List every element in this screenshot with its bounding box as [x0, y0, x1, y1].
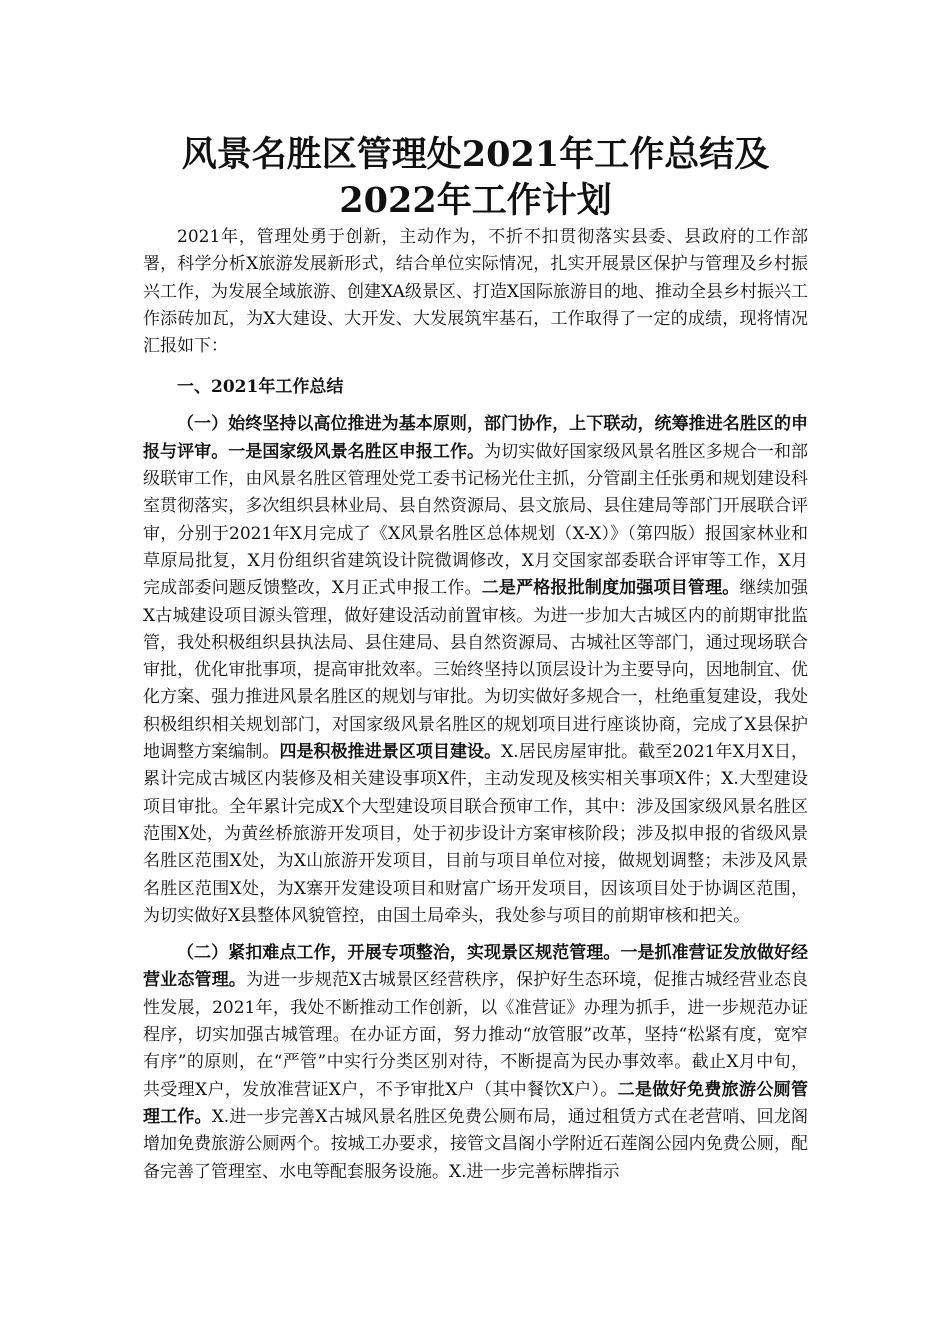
document-title: 风景名胜区管理处2021年工作总结及2022年工作计划 [181, 134, 770, 221]
paragraph-1-text-2: 继续加强X古城建设项目源头管理，做好建设活动前置审核。为进一步加大古城区内的前期审批监管，我处积极组织县执法局、县住建局、县自然资源局、古城社区等部门，通过现场联合审批，优化审批事项，提高审批效率。三始终坚持以顶层设计为主要导向，因地制宜、优化方案、强力推进风景名胜区的规划与审批。为切实做好多规合一，杜绝重复建设，我处积极组织相关规划部门，对国家级风景名胜区的规划项目进行座谈协商，完成了X县保护地调整方案编制。 [143, 578, 809, 763]
paragraph-2 [143, 940, 808, 1186]
paragraph-1 [143, 411, 808, 930]
document-page [143, 132, 808, 1186]
paragraph-2-bold-2: 二是做好免费旅游公厕管理工作。 [143, 1079, 808, 1127]
paragraph-2-lead: （二）紧扣难点工作，开展专项整治，实现景区规范管理。一是抓准营证发放做好经营业态管理。 [143, 943, 808, 991]
paragraph-1-bold-2: 二是严格报批制度加强项目管理。 [481, 578, 740, 599]
paragraph-1-bold-3: 四是积极推进景区项目建设。 [279, 742, 502, 763]
paragraph-2-text-2: X.进一步完善X古城风景名胜区免费公厕布局，通过租赁方式在老营哨、回龙阁增加免费旅游公厕两个。按城工办要求，接管文昌阁小学附近石莲阁公园内免费公厕，配备完善了管理室、水电等配套服务设施。X.进一步完善标牌指示 [143, 1106, 809, 1182]
paragraph-2-text-1: 为进一步规范X古城景区经营秩序，保护好生态环境，促推古城经营业态良性发展，2021年，我处不断推动工作创新，以《准营证》办理为抓手，进一步规范办证程序，切实加强古城管理。在办证方面，努力推动“放管服”改革，坚持“松紧有度，宽窄有序”的原则，在“严管”中实行分类区别对待，不断提高为民办事效率。截止X月中旬，共受理X户，发放准营证X户，不予审批X户（其中餐饮X户）。 [143, 970, 808, 1100]
intro-paragraph: 2021年，管理处勇于创新，主动作为，不折不扣贯彻落实县委、县政府的工作部署，科学分析X旅游发展新形式，结合单位实际情况，扎实开展景区保护与管理及乡村振兴工作，为发展全域旅游、创建XA级景区、打造X国际旅游目的地、推动全县乡村振兴工作添砖加瓦，为X大建设、大开发、大发展筑牢基石，工作取得了一定的成绩，现将情况汇报如下： [143, 227, 808, 357]
section-heading: 一、2021年工作总结 [177, 377, 344, 398]
paragraph-1-text-3: X.居民房屋审批。截至2021年X月X日，累计完成古城区内装修及相关建设事项X件，主动发现及核实相关事项X件；X.大型建设项目审批。全年累计完成X个大型建设项目联合预审工作，其中：涉及国家级风景名胜区范围X处，为黄丝桥旅游开发项目，处于初步设计方案审核阶段；涉及拟申报的省级风景名胜区范围X处，为X山旅游开发项目，目前与项目单位对接，做规划调整；未涉及风景名胜区范围X处，为X寨开发建设项目和财富广场开发项目，因该项目处于协调区范围，为切实做好X县整体风貌管控，由国土局牵头，我处参与项目的前期审核和把关。 [143, 742, 809, 926]
paragraph-1-text-1: 为切实做好国家级风景名胜区多规合一和部级联审工作，由风景名胜区管理处党工委书记杨光仕主抓，分管副主任张勇和规划建设科室贯彻落实，多次组织县林业局、县自然资源局、县文旅局、县住建局等部门开展联合评审，分别于2021年X月完成了《X风景名胜区总体规划（X-X）》（第四版）报国家林业和草原局批复，X月份组织省建筑设计院微调修改，X月交国家部委联合评审等工作，X月完成部委问题反馈整改，X月正式申报工作。 [143, 441, 809, 599]
paragraph-1-lead: （一）始终坚持以高位推进为基本原则，部门协作，上下联动，统筹推进名胜区的申报与评审。一是国家级风景名胜区申报工作。 [143, 414, 808, 462]
